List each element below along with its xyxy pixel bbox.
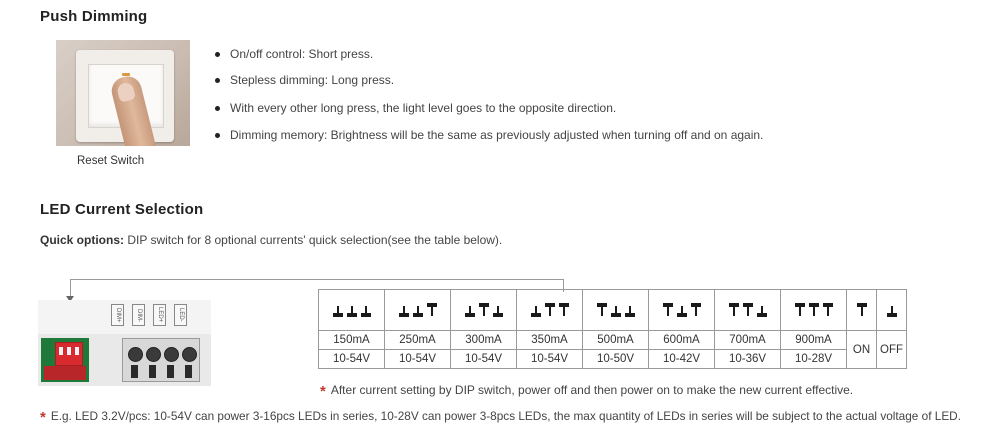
- photo-caption: Reset Switch: [77, 155, 145, 167]
- switch-up-icon: [558, 303, 569, 317]
- voltage-row: [319, 350, 907, 369]
- reset-switch-photo: [56, 40, 190, 146]
- switch-up-icon: [742, 303, 753, 317]
- switch-down-icon: [412, 303, 423, 317]
- switch-down-icon: [886, 303, 897, 317]
- note-text: After current setting by DIP switch, power off and then power on to make the new current effective.: [330, 383, 854, 397]
- switch-up-icon: [690, 303, 701, 317]
- dip-off-symbol-cell: [877, 290, 907, 331]
- dip-symbol-cell: [451, 290, 517, 331]
- connector-line: [70, 279, 71, 297]
- switch-up-icon: [794, 303, 805, 317]
- current-cell: 900mA: [781, 331, 847, 350]
- dip-on-symbol-cell: [847, 290, 877, 331]
- current-cell: 350mA: [517, 331, 583, 350]
- switch-up-icon: [856, 303, 867, 317]
- switch-down-icon: [530, 303, 541, 317]
- switch-down-icon: [346, 303, 357, 317]
- on-label: ON: [847, 331, 877, 369]
- switch-up-icon: [478, 303, 489, 317]
- voltage-cell: 10-54V: [517, 350, 583, 369]
- switch-down-icon: [332, 303, 343, 317]
- terminal-label: LED-: [174, 304, 187, 326]
- bullet-item: With every other long press, the light level goes to the opposite direction.: [213, 101, 616, 115]
- bullet-item: Dimming memory: Brightness will be the same as previously adjusted when turning off and on again.: [213, 128, 763, 142]
- current-cell: 150mA: [319, 331, 385, 350]
- section-title-push-dimming: Push Dimming: [40, 8, 148, 25]
- asterisk-icon: *: [320, 383, 326, 400]
- current-cell: 700mA: [715, 331, 781, 350]
- bullet-item: Stepless dimming: Long press.: [213, 73, 394, 87]
- switch-down-icon: [398, 303, 409, 317]
- switch-down-icon: [464, 303, 475, 317]
- dip-symbol-cell: [385, 290, 451, 331]
- terminal-label: DIM+: [111, 304, 124, 326]
- switch-down-icon: [360, 303, 371, 317]
- switch-up-icon: [662, 303, 673, 317]
- asterisk-icon: *: [40, 409, 46, 426]
- bullet-item: On/off control: Short press.: [213, 47, 373, 61]
- current-cell: 500mA: [583, 331, 649, 350]
- terminal-label: LED+: [153, 304, 166, 326]
- voltage-cell: 10-42V: [649, 350, 715, 369]
- dip-switch-table: [318, 289, 907, 369]
- switch-down-icon: [756, 303, 767, 317]
- switch-down-icon: [492, 303, 503, 317]
- voltage-cell: 10-54V: [385, 350, 451, 369]
- switch-up-icon: [728, 303, 739, 317]
- dip-symbol-cell: [649, 290, 715, 331]
- note-text: E.g. LED 3.2V/pcs: 10-54V can power 3-16pcs LEDs in series, 10-28V can power 3-8pcs LEDs, the max quantity of LEDs in series will be subject to the actual voltage of LED.: [50, 409, 961, 423]
- terminal-block-image: [122, 338, 200, 382]
- dip-switch-image: [41, 338, 89, 382]
- switch-up-icon: [596, 303, 607, 317]
- driver-image: [38, 300, 211, 386]
- switch-up-icon: [822, 303, 833, 317]
- voltage-cell: 10-54V: [451, 350, 517, 369]
- dip-symbol-row: [319, 290, 907, 331]
- quick-options-description: DIP switch for 8 optional currents' quick selection(see the table below).: [124, 233, 503, 247]
- dip-symbol-cell: [781, 290, 847, 331]
- quick-options-label: Quick options:: [40, 233, 124, 247]
- voltage-cell: 10-28V: [781, 350, 847, 369]
- section-title-led-current: LED Current Selection: [40, 201, 204, 218]
- voltage-cell: 10-50V: [583, 350, 649, 369]
- note-after-setting: [320, 381, 853, 398]
- dip-symbol-cell: [583, 290, 649, 331]
- dip-symbol-cell: [715, 290, 781, 331]
- current-cell: 250mA: [385, 331, 451, 350]
- voltage-cell: 10-36V: [715, 350, 781, 369]
- switch-up-icon: [808, 303, 819, 317]
- quick-options-text: [40, 233, 502, 247]
- current-cell: 600mA: [649, 331, 715, 350]
- dip-symbol-cell: [517, 290, 583, 331]
- current-row: [319, 331, 907, 350]
- switch-down-icon: [610, 303, 621, 317]
- switch-up-icon: [544, 303, 555, 317]
- voltage-cell: 10-54V: [319, 350, 385, 369]
- switch-up-icon: [426, 303, 437, 317]
- switch-down-icon: [624, 303, 635, 317]
- note-example: [40, 407, 961, 424]
- current-cell: 300mA: [451, 331, 517, 350]
- switch-down-icon: [676, 303, 687, 317]
- connector-line: [70, 279, 563, 280]
- off-label: OFF: [877, 331, 907, 369]
- terminal-label: DIM-: [132, 304, 145, 326]
- dip-symbol-cell: [319, 290, 385, 331]
